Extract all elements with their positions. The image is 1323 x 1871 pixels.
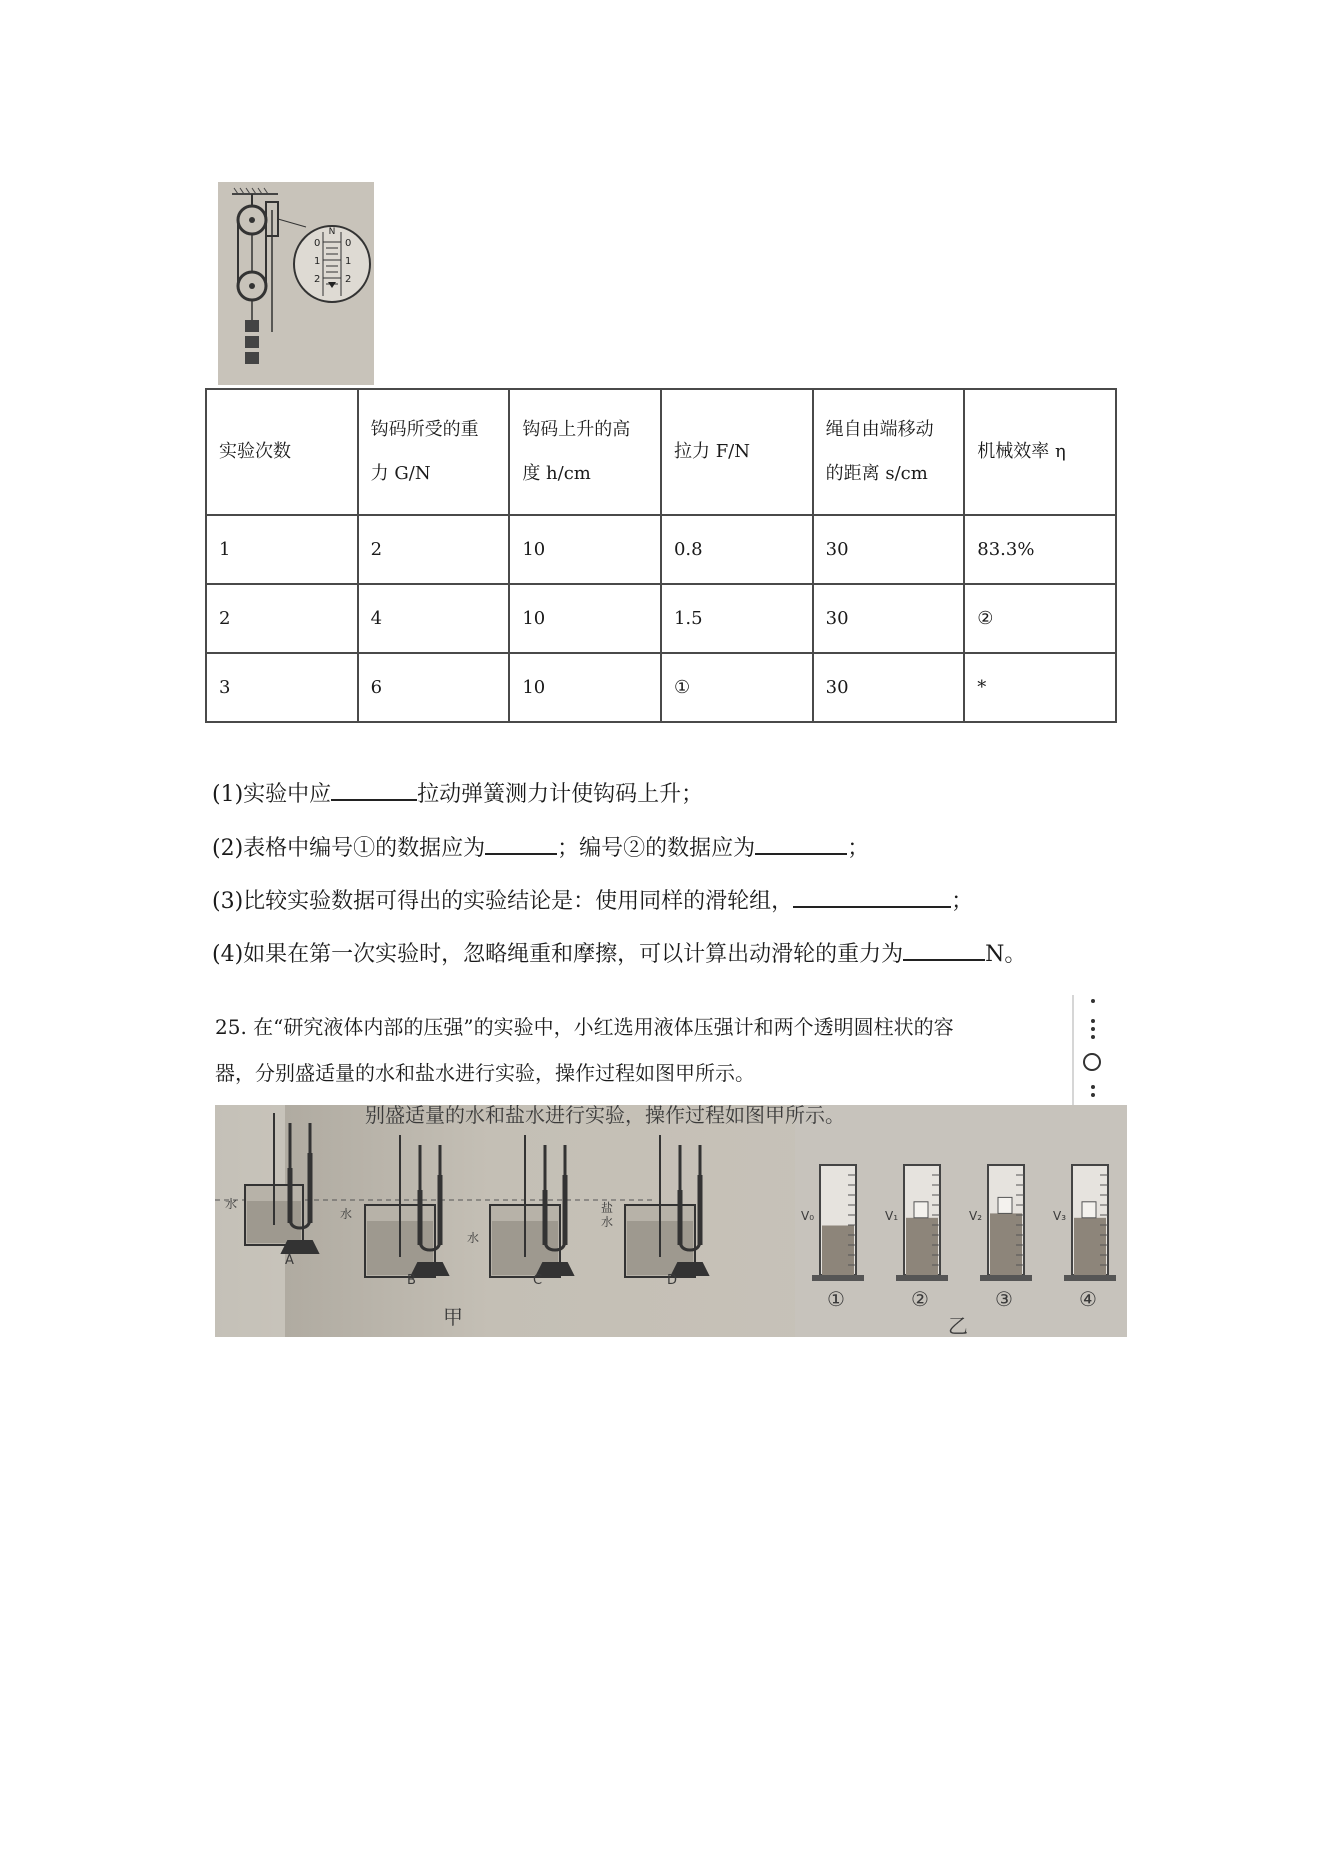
- more-dots-icon: [1091, 999, 1095, 1003]
- answer-blank: [793, 884, 951, 908]
- group-label-jia: 甲: [443, 1305, 463, 1329]
- header-text: 的距离 s/cm: [825, 463, 928, 484]
- header-text: 钩码上升的高: [522, 419, 631, 440]
- problem-25-line-1: 25. 在“研究液体内部的压强”的实验中，小红选用液体压强计和两个透明圆柱状的容: [215, 1015, 954, 1039]
- floating-object: [1082, 1202, 1096, 1218]
- cylinder-base: [980, 1275, 1032, 1281]
- table-row: [206, 584, 1116, 653]
- cylinder-number: ③: [995, 1287, 1013, 1311]
- stage-label-b: B: [407, 1273, 416, 1288]
- question-text: ；编号②的数据应为: [557, 836, 756, 861]
- gauge-stand: [672, 1263, 708, 1275]
- scale-left-0: 0: [314, 238, 321, 249]
- cylinder-label: V₁: [885, 1209, 899, 1223]
- scale-unit: N: [328, 227, 336, 237]
- more-dots-icon: [1091, 1035, 1095, 1039]
- header-text: 绳自由端移动: [825, 419, 934, 440]
- table-cell: ①: [661, 653, 813, 722]
- header-cell-trial: [206, 389, 358, 515]
- scale-right-2: 2: [345, 274, 352, 285]
- question-text: (2)表格中编号①的数据应为: [212, 836, 486, 861]
- question-text: ；: [847, 836, 870, 861]
- table-cell: 10: [509, 584, 661, 653]
- cylinder-label: V₂: [969, 1209, 983, 1223]
- header-text: 机械效率 η: [977, 441, 1066, 462]
- question-1: [212, 777, 703, 810]
- header-cell-force: [661, 389, 813, 515]
- question-text: 拉动弹簧测力计使钩码上升；: [417, 782, 704, 807]
- liquid-label-water: 水: [225, 1197, 238, 1211]
- cylinder-liquid: [906, 1218, 938, 1275]
- table-row: [206, 653, 1116, 722]
- problem-25-line-2: 器，分别盛适量的水和盐水进行实验，操作过程如图甲所示。: [215, 1061, 755, 1085]
- gauge-stand: [412, 1263, 448, 1275]
- answer-blank: [903, 937, 985, 961]
- header-text: 钩码所受的重: [370, 419, 479, 440]
- cylinder-base: [896, 1275, 948, 1281]
- cylinder-label: V₀: [801, 1209, 815, 1223]
- cylinder-base: [812, 1275, 864, 1281]
- more-dots-icon: [1091, 1093, 1095, 1097]
- table-cell: 10: [509, 515, 661, 584]
- table-cell: 2: [358, 515, 510, 584]
- pulley-figure: [218, 182, 374, 385]
- cylinder-number: ②: [911, 1287, 929, 1311]
- table-cell: 30: [813, 653, 965, 722]
- more-dots-icon: [1091, 1027, 1095, 1031]
- gauge-stand: [537, 1263, 573, 1275]
- table-cell: 1: [206, 515, 358, 584]
- table-cell: 0.8: [661, 515, 813, 584]
- question-3: [212, 884, 973, 917]
- table-row: [206, 515, 1116, 584]
- table-cell: 4: [358, 584, 510, 653]
- answer-blank: [485, 831, 557, 855]
- table-cell: 6: [358, 653, 510, 722]
- question-text: (3)比较实验数据可得出的实验结论是：使用同样的滑轮组，: [212, 889, 794, 914]
- header-cell-height: [509, 389, 661, 515]
- table-cell: 1.5: [661, 584, 813, 653]
- more-dots-icon: [1091, 1085, 1095, 1089]
- stage-label-a: A: [285, 1253, 294, 1268]
- header-cell-weight: [358, 389, 510, 515]
- scale-left-1: 1: [314, 256, 321, 267]
- floating-object: [914, 1202, 928, 1218]
- experiment-table: [205, 388, 1117, 723]
- table-cell: 30: [813, 515, 965, 584]
- scale-right-1: 1: [345, 256, 352, 267]
- liquid-label-water: 水: [340, 1207, 353, 1221]
- question-text: (1)实验中应: [212, 782, 332, 807]
- table-cell: 30: [813, 584, 965, 653]
- answer-blank: [755, 831, 847, 855]
- question-4: [212, 937, 1026, 970]
- stage-label-d: D: [667, 1273, 678, 1288]
- header-cell-efficiency: [964, 389, 1116, 515]
- pressure-figure: [215, 1105, 1127, 1337]
- table-cell: 3: [206, 653, 358, 722]
- more-dots-icon: [1091, 1019, 1095, 1023]
- header-text: 力 G/N: [370, 463, 431, 484]
- table-cell: 2: [206, 584, 358, 653]
- side-toolbar[interactable]: [1072, 995, 1112, 1105]
- table-cell: 10: [509, 653, 661, 722]
- header-text: 拉力 F/N: [673, 441, 750, 462]
- table-cell: 83.3%: [964, 515, 1116, 584]
- gauge-stand: [282, 1241, 318, 1253]
- cylinder-liquid: [822, 1226, 854, 1276]
- stage-label-c: C: [533, 1273, 543, 1288]
- header-text: 实验次数: [219, 441, 291, 462]
- cylinder-label: V₃: [1053, 1209, 1067, 1223]
- cylinder-liquid: [990, 1213, 1022, 1275]
- cylinder-number: ①: [827, 1287, 845, 1311]
- circle-icon[interactable]: [1083, 1053, 1101, 1071]
- answer-blank: [331, 777, 417, 801]
- figure-caption-top: 别盛适量的水和盐水进行实验，操作过程如图甲所示。: [365, 1105, 845, 1127]
- liquid-label-saltwater: 盐水: [601, 1201, 614, 1229]
- table-header-row: [206, 389, 1116, 515]
- floating-object: [998, 1197, 1012, 1213]
- cylinder-liquid: [1074, 1218, 1106, 1275]
- header-cell-distance: [813, 389, 965, 515]
- cylinder-base: [1064, 1275, 1116, 1281]
- group-label-yi: 乙: [948, 1314, 968, 1337]
- table-cell: *: [964, 653, 1116, 722]
- question-text: (4)如果在第一次实验时，忽略绳重和摩擦，可以计算出动滑轮的重力为: [212, 942, 904, 967]
- scale-left-2: 2: [314, 274, 321, 285]
- question-text: N。: [985, 942, 1027, 967]
- table-cell: ②: [964, 584, 1116, 653]
- scale-right-0: 0: [345, 238, 352, 249]
- liquid-label-water: 水: [467, 1231, 480, 1245]
- question-text: ；: [951, 889, 974, 914]
- cylinder-number: ④: [1079, 1287, 1097, 1311]
- question-2: [212, 831, 869, 864]
- header-text: 度 h/cm: [522, 463, 591, 484]
